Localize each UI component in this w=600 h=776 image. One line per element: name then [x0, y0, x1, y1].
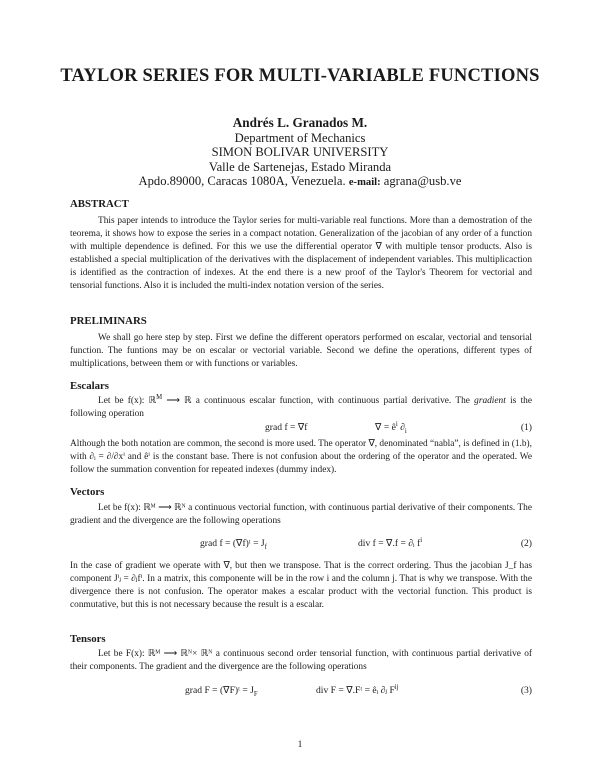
equation-1-rhs [375, 422, 407, 433]
eq1-rhs-sub: i [404, 427, 407, 435]
equation-3-number: (3) [520, 685, 532, 696]
scalars-intro-a: Let be f(x): ℝ [98, 396, 157, 406]
scalars-after: Although the both notation are common, the second is more used. The operator ∇, denominated “nabla”, is defined in (1.b), with ∂ᵢ = ∂/∂xⁱ and êⁱ is the constant base. There is not confusion about the ordering of the operator and the operated. We follow the summation convention for repeated indexes (dummy index). [70, 439, 532, 476]
eq3-lhs-sub: F [253, 690, 258, 698]
equation-1-number: (1) [520, 422, 532, 433]
location: Valle de Sartenejas, Estado Miranda [208, 159, 392, 174]
scalars-intro-b: ⟶ ℝ a continuous escalar function, with continuous partial derivative. The [162, 396, 475, 406]
equation-1 [70, 422, 532, 436]
tensors-intro-body: Let be F(x): ℝᴹ ⟶ ℝᴺ× ℝᴺ a continuous second order tensorial function, with continuous partial derivative of their components. The gradient and the divergence are the following operations [70, 649, 532, 673]
scalars-intro-em: gradient [474, 396, 506, 406]
scalars-intro-sup: M [156, 393, 163, 401]
scalars-intro [70, 395, 532, 421]
equation-1-lhs: grad f = ∇f [265, 422, 308, 433]
eq2-lhs-main: grad f = (∇f)ᵗ = J [200, 538, 265, 549]
equation-3 [70, 685, 532, 699]
equation-2-lhs [200, 538, 267, 549]
equation-2-rhs [358, 538, 422, 549]
author-block [0, 116, 600, 190]
department: Department of Mechanics [234, 131, 366, 146]
email[interactable]: agrana@usb.ve [383, 173, 462, 188]
equation-2 [70, 538, 532, 552]
email-label: e-mail: [348, 176, 381, 188]
tensors-heading: Tensors [70, 633, 106, 645]
eq1-rhs-tail: ∂ [397, 422, 405, 433]
preliminars-text [70, 332, 532, 371]
equation-3-lhs [185, 685, 258, 696]
scalars-heading: Escalars [70, 380, 109, 392]
preliminars-body: We shall go here step by step. First we define the different operators performed on escalar, vectorial and tensorial function. The funtions may be on escalar or vectorial variable. Second we define the operations, different types of multiplications, between them or with functions or variables. [70, 333, 532, 370]
page-number: 1 [297, 740, 303, 750]
eq2-rhs-sup: i [420, 536, 423, 544]
eq1-rhs-sup: i [395, 420, 398, 428]
address-line [0, 174, 600, 190]
vectors-heading: Vectors [70, 486, 105, 498]
vectors-intro-body: Let be f(x): ℝᴹ ⟶ ℝᴺ a continuous vectorial function, with continuous partial derivative of their components. The gradient and the divergence are the following operations [70, 503, 532, 527]
paper-title: TAYLOR SERIES FOR MULTI-VARIABLE FUNCTIONS [60, 66, 540, 86]
author-name: Andrés L. Granados M. [232, 115, 368, 130]
equation-2-number: (2) [520, 538, 532, 549]
tensors-intro [70, 648, 532, 674]
scalars-intro-c: is the following operation [70, 396, 533, 420]
university: SIMON BOLIVAR UNIVERSITY [211, 145, 389, 160]
eq1-rhs-main: ∇ = ê [375, 422, 396, 433]
abstract-heading: ABSTRACT [70, 198, 129, 210]
abstract-text [70, 215, 532, 294]
eq3-lhs-main: grad F = (∇F)ᵗ = J [185, 685, 254, 696]
preliminars-heading: PRELIMINARS [70, 315, 147, 327]
address: Apdo.89000, Caracas 1080A, Venezuela. [138, 173, 346, 188]
eq3-rhs-sup: ij [394, 683, 399, 691]
abstract-body: This paper intends to introduce the Taylor series for multi-variable real functions. More than a demostration of the teorema, it shows how to expose the series in a compact notation. Generalization of the jacobian of any order of a function with multiple dependence is defined. For this we use the differential operator ∇ with multiple tensor products. Also is established a special multiplication of the derivatives with the displacement of independent variables. This multiplicaction is identified as the contraction of indexes. At the end there is a new proof of the Taylor's Theorem for vectorial and tensorial functions. Also it is included the multi-index notation version of the series. [70, 216, 532, 292]
equation-3-rhs [316, 685, 399, 696]
eq2-lhs-sub: f [264, 543, 267, 551]
vectors-after: In the case of gradient we operate with ∇, but then we transpose. That is the correct ordering. Thus the jacobian J_f has component Jⁱⱼ = ∂ⱼfⁱ. In a matrix, this componente will be in the row i and the column j. That is why we transpose. With the divergence there is not confusion. The operator makes a escalar product with the vectorial function. This product is conmutative, but this is not necessary because the result is a escalar. [70, 561, 532, 611]
vectors-intro [70, 502, 532, 528]
eq3-rhs-main: div F = ∇.Fᵗ = êᵢ ∂ⱼ F [316, 685, 395, 696]
eq2-rhs-main: div f = ∇.f = ∂ᵢ f [358, 538, 421, 549]
